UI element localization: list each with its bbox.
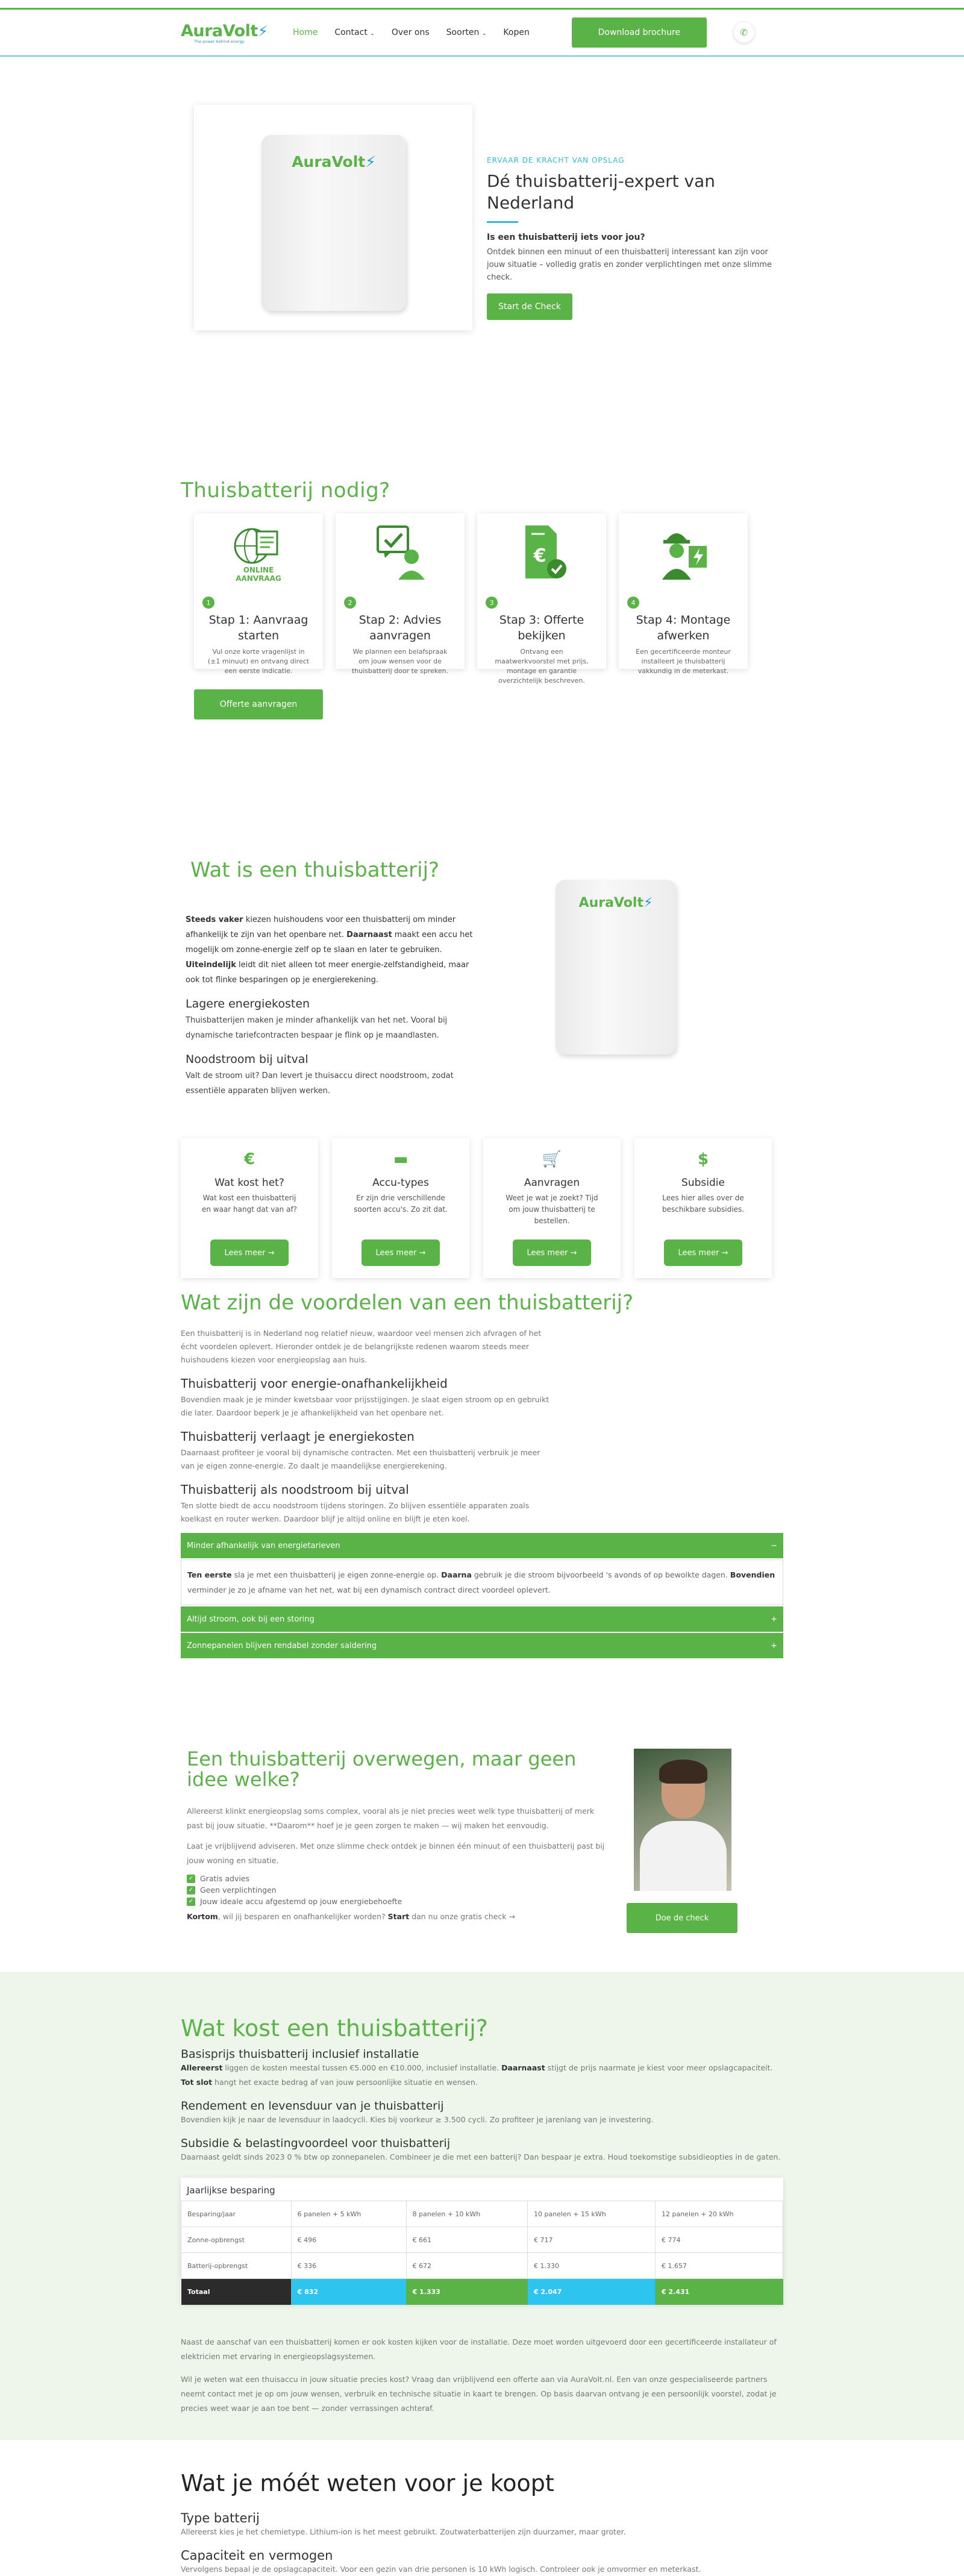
step-number: 3 [486, 597, 498, 609]
step-text: Een gecertificeerde monteur installeert je thuisbatterij vakkundig in de meterkast. [636, 648, 731, 675]
consider-cta-text: Kortom, wil jij besparen en onafhankelijker worden? Start dan nu onze gratis check → [187, 1912, 515, 1921]
step-number: 2 [344, 597, 356, 609]
card-title: Wat kost het? [214, 1177, 284, 1189]
advantage-text: Bovendien maak je je minder kwetsbaar voor prijsstijgingen. Je slaat eigen stroom op en gebruikt die later. Daardoor beperk je je afhankelijkheid van het openbare net. [181, 1395, 549, 1417]
top-accent-bar [0, 0, 964, 10]
plus-icon: + [771, 1614, 777, 1624]
download-brochure-button[interactable]: Download brochure [572, 17, 707, 48]
battery-logo: AuraVolt⚡ [292, 153, 376, 171]
read-more-button[interactable]: Lees meer → [513, 1239, 591, 1266]
svg-text:AANVRAAG: AANVRAAG [236, 574, 281, 583]
check-icon: ✓ [187, 1886, 195, 1894]
hero-section [0, 57, 964, 394]
info-card-subsidy [634, 1138, 772, 1278]
cost-heading: Basisprijs thuisbatterij inclusief installatie [181, 2048, 419, 2061]
know-heading: Type batterij [181, 2511, 260, 2525]
money-icon: $ [697, 1150, 709, 1168]
know-section [181, 2470, 783, 2576]
battery-icon: ▬ [393, 1150, 408, 1168]
step-title: Stap 2: Advies aanvragen [358, 613, 442, 642]
card-text: Er zijn drie verschillende soorten accu's. Zo zit dat. [354, 1194, 448, 1214]
know-text: Allereerst kies je het chemietype. Lithium-ion is het meest gebruikt. Zoutwaterbatterijen zijn duurzamer, maar groter. [181, 2527, 626, 2536]
info-card-accu-types [332, 1138, 469, 1278]
what-intro: Steeds vaker kiezen huishoudens voor een thuisbatterij om minder afhankelijk te zijn van het openbare net. Daarnaast maakt een accu het mogelijk om zonne-energie zelf op te slaan en later te gebruiken. Uiteindelijk leidt dit niet alleen tot meer energie-zelfstandigheid, maar ook tot flinke besparingen op je energierekening. [186, 915, 473, 985]
accordion-item-tariffs[interactable]: Minder afhankelijk van energietarieven − [181, 1533, 783, 1558]
backup-heading: Noodstroom bij uitval [186, 1053, 308, 1066]
advantage-heading: Thuisbatterij als noodstroom bij uitval [181, 1482, 409, 1497]
read-more-button[interactable]: Lees meer → [362, 1239, 440, 1266]
cart-icon: 🛒 [542, 1150, 562, 1168]
what-section [181, 858, 783, 1123]
table-cell: € 832 [291, 2279, 406, 2305]
step-text: Vul onze korte vragenlijst in (±1 minuut) en ontvang direct een eerste indicatie. [207, 648, 310, 675]
advantage-text: Daarnaast profiteer je vooral bij dynamische contracten. Met een thuisbatterij verbruik je meer van je eigen zonne-energie. Zo daalt je maandelijkse energierekening. [181, 1448, 540, 1470]
lower-costs-heading: Lagere energiekosten [186, 997, 310, 1011]
offerte-aanvragen-button[interactable]: Offerte aanvragen [194, 689, 323, 719]
table-cell: € 496 [291, 2227, 406, 2253]
consider-section [181, 1749, 783, 1972]
accordion [181, 1533, 783, 1658]
table-cell: € 1.330 [528, 2253, 656, 2279]
title-underline [487, 221, 518, 223]
online-request-icon [194, 522, 323, 582]
site-header [0, 10, 964, 57]
cost-text: Allereerst liggen de kosten meestal tussen €5.000 en €10.000, inclusief installatie. Daarnaast stijgt de prijs naarmate je kiest voor meer opslagcapaciteit. Tot slot hangt het exacte bedrag af van jouw persoonlijke situatie en wensen. [181, 2063, 773, 2087]
phone-icon[interactable]: ✆ [734, 22, 754, 43]
advice-person-icon [336, 522, 465, 582]
info-cards-section [181, 1138, 783, 1286]
table-cell: € 1.657 [655, 2253, 783, 2279]
what-title: Wat is een thuisbatterij? [190, 858, 440, 882]
read-more-button[interactable]: Lees meer → [210, 1239, 289, 1266]
check-icon: ✓ [187, 1875, 195, 1883]
quote-document-icon [477, 522, 606, 582]
hero-eyebrow: ERVAAR DE KRACHT VAN OPSLAG [487, 156, 625, 165]
table-header: 10 panelen + 15 kWh [528, 2201, 656, 2227]
steps-section [181, 478, 783, 858]
euro-icon: € [243, 1150, 255, 1168]
step-card-4 [619, 513, 748, 675]
accordion-item-solar[interactable]: Zonnepanelen blijven rendabel zonder saldering + [181, 1633, 783, 1658]
consider-title: Een thuisbatterij overwegen, maar geen idee welke? [187, 1747, 577, 1791]
accordion-panel: Ten eerste sla je met een thuisbatterij je eigen zonne-energie op. Daarna gebruik je die stroom bijvoorbeeld 's avonds of op bewolkte dagen. Bovendien verminder je zo je afname van het net, wat bij een dynamisch contract direct voordeel oplevert. [181, 1559, 783, 1605]
card-text: Weet je wat je zoekt? Tijd om jouw thuisbatterij te bestellen. [505, 1194, 598, 1225]
check-icon: ✓ [187, 1898, 195, 1906]
checklist-item: ✓ Geen verplichtingen [187, 1885, 609, 1894]
step-number: 1 [202, 597, 214, 609]
table-cell: Batterij-opbrengst [181, 2253, 292, 2279]
hero-text [487, 156, 776, 320]
hero-image-card [194, 105, 472, 330]
step-text: We plannen een belafspraak om jouw wensen voor de thuisbatterij door te spreken. [351, 648, 449, 675]
battery-image [556, 880, 676, 1055]
steps-title: Thuisbatterij nodig? [181, 478, 390, 503]
accordion-item-outage[interactable]: Altijd stroom, ook bij een storing + [181, 1606, 783, 1632]
table-header: 8 panelen + 10 kWh [406, 2201, 527, 2227]
nav-home[interactable]: Home [293, 28, 318, 37]
step-card-3 [477, 513, 606, 685]
card-title: Subsidie [681, 1177, 725, 1189]
advantage-heading: Thuisbatterij voor energie-onafhankelijkheid [181, 1376, 448, 1391]
cost-text: Daarnaast geldt sinds 2023 0 % btw op zonnepanelen. Combineer je die met een batterij? Dan bespaar je extra. Houd toekomstige subsidieopties in de gaten. [181, 2152, 781, 2161]
table-title: Jaarlijkse besparing [187, 2185, 275, 2196]
checklist-item: ✓ Gratis advies [187, 1874, 609, 1883]
step-text: Ontvang een maatwerkvoorstel met prijs, montage en garantie overzichtelijk beschreven. [495, 648, 589, 685]
table-cell: € 672 [406, 2253, 527, 2279]
table-cell: € 717 [528, 2227, 656, 2253]
step-number: 4 [627, 597, 639, 609]
cost-title: Wat kost een thuisbatterij? [181, 2015, 488, 2042]
step-title: Stap 3: Offerte bekijken [499, 613, 584, 642]
step-card-1 [194, 513, 323, 675]
nav-over-ons[interactable]: Over ons [391, 28, 430, 37]
installer-icon [619, 522, 748, 582]
table-header: 12 panelen + 20 kWh [655, 2201, 783, 2227]
table-header: 6 panelen + 5 kWh [291, 2201, 406, 2227]
hero-question: Is een thuisbatterij iets voor jou? [487, 233, 645, 242]
read-more-button[interactable]: Lees meer → [664, 1239, 742, 1266]
do-check-button[interactable]: Doe de check [627, 1903, 737, 1933]
chevron-down-icon: ⌄ [481, 31, 487, 37]
card-title: Aanvragen [524, 1177, 580, 1189]
advantage-text: Ten slotte biedt de accu noodstroom tijdens storingen. Zo blijven essentiële apparaten zoals koelkast en router werken. Daardoor blijf je altijd online en blijft je eten koel. [181, 1501, 530, 1523]
info-card-order [483, 1138, 621, 1278]
table-cell: € 2.431 [655, 2279, 783, 2305]
advantage-heading: Thuisbatterij verlaagt je energiekosten [181, 1429, 415, 1444]
step-card-2 [336, 513, 465, 675]
nav-soorten[interactable]: Soorten ⌄ [446, 28, 487, 37]
table-total-row [181, 2279, 783, 2305]
chevron-down-icon: ⌄ [370, 31, 375, 37]
table-cell: € 336 [291, 2253, 406, 2279]
know-text: Vervolgens bepaal je de opslagcapaciteit. Voor een gezin van drie personen is 10 kWh logisch. Controleer ook je omvormer en meterkast. [181, 2565, 701, 2574]
logo-brand: AuraVolt⚡ [181, 21, 268, 40]
step-title: Stap 4: Montage afwerken [636, 613, 731, 642]
step-title: Stap 1: Aanvraag starten [208, 613, 308, 642]
logo[interactable] [181, 22, 271, 44]
cost-text: Bovendien kijk je naar de levensduur in laadcycli. Kies bij voorkeur ≥ 3.500 cycli. Zo profiteer je jarenlang van je investering. [181, 2115, 654, 2124]
card-text: Lees hier alles over de beschikbare subsidies. [662, 1194, 745, 1214]
table-cell: € 1.333 [406, 2279, 527, 2305]
table-row [181, 2253, 783, 2279]
table-row [181, 2227, 783, 2253]
cost-heading: Rendement en levensduur van je thuisbatterij [181, 2099, 444, 2113]
table-cell: € 2.047 [528, 2279, 656, 2305]
table-cell: Totaal [181, 2279, 292, 2305]
nav-contact[interactable]: Contact ⌄ [334, 28, 375, 37]
advisor-photo [634, 1749, 731, 1891]
hero-title: Dé thuisbatterij-expert van Nederland [487, 171, 715, 213]
nav-kopen[interactable]: Kopen [503, 28, 530, 37]
table-header: Besparing/jaar [181, 2201, 292, 2227]
cost-section [0, 1972, 964, 2440]
table-header-row [181, 2201, 783, 2227]
svg-text:€: € [533, 545, 546, 566]
checklist-item: ✓ Jouw ideale accu afgestemd op jouw energiebehoefte [187, 1897, 609, 1906]
backup-text: Valt de stroom uit? Dan levert je thuisaccu direct noodstroom, zodat essentiële apparaten blijven werken. [186, 1071, 454, 1095]
hero-text-body: Ontdek binnen een minuut of een thuisbatterij interessant kan zijn voor jouw situatie – volledig gratis en zonder verplichtingen met onze slimme check. [487, 248, 772, 282]
know-heading: Capaciteit en vermogen [181, 2548, 333, 2563]
minus-icon: − [771, 1541, 777, 1550]
advantages-section [181, 1291, 783, 1737]
lower-costs-text: Thuisbatterijen maken je minder afhankelijk van het net. Vooral bij dynamische tariefcontracten bespaar je flink op je maandlasten. [186, 1016, 448, 1040]
card-title: Accu-types [372, 1177, 429, 1189]
advantages-intro: Een thuisbatterij is in Nederland nog relatief nieuw, waardoor veel mensen zich afvragen of het écht voordelen oplevert. Hieronder ontdek je de belangrijkste redenen waarom steeds meer huishoudens kiezen voor energieopslag aan huis. [181, 1329, 542, 1364]
advantages-title: Wat zijn de voordelen van een thuisbatterij? [181, 1291, 634, 1315]
table-cell: Zonne-opbrengst [181, 2227, 292, 2253]
svg-text:ONLINE: ONLINE [243, 566, 274, 574]
battery-logo: AuraVolt⚡ [578, 895, 653, 910]
cost-heading: Subsidie & belastingvoordeel voor thuisbatterij [181, 2137, 451, 2150]
table-cell: € 774 [655, 2227, 783, 2253]
savings-table [181, 2178, 783, 2305]
benefit-checklist [187, 1874, 609, 1906]
logo-tagline: The power behind energy [194, 39, 245, 44]
consider-text-1: Allereerst klinkt energieopslag soms complex, vooral als je niet precies weet welk type thuisbatterij of merk past bij jouw situatie. **Daarom** hoef je je geen zorgen te maken — wij maken het eenvoudig. [187, 1807, 595, 1830]
plus-icon: + [771, 1641, 777, 1650]
cost-after-text: Wil je weten wat een thuisaccu in jouw situatie precies kost? Vraag dan vrijblijvend een offerte aan via AuraVolt.nl. Een van onze gespecialiseerde partners neemt contact met je op om jouw wensen, verbruik en technische situatie in kaart te brengen. Op basis daarvan ontvang je een persoonlijk voorstel, zodat je precies weet waar je aan toe bent — zonder verrassingen achteraf. [181, 2375, 777, 2413]
main-nav [293, 28, 530, 37]
card-text: Wat kost een thuisbatterij en waar hangt dat van af? [201, 1194, 298, 1214]
info-card-cost [181, 1138, 318, 1278]
know-title: Wat je móét weten voor je koopt [181, 2470, 554, 2496]
start-check-button[interactable]: Start de Check [487, 293, 572, 320]
cost-after-text: Naast de aanschaf van een thuisbatterij komen er ook kosten kijken voor de installatie. Deze moet worden uitgevoerd door een gecertificeerde installateur of elektricien met ervaring in energieopslagsystemen. [181, 2337, 777, 2361]
consider-text-2: Laat je vrijblijvend adviseren. Met onze slimme check ontdek je binnen één minuut of een thuisbatterij past bij jouw woning en situatie. [187, 1841, 605, 1865]
battery-image [261, 135, 406, 311]
table-cell: € 661 [406, 2227, 527, 2253]
